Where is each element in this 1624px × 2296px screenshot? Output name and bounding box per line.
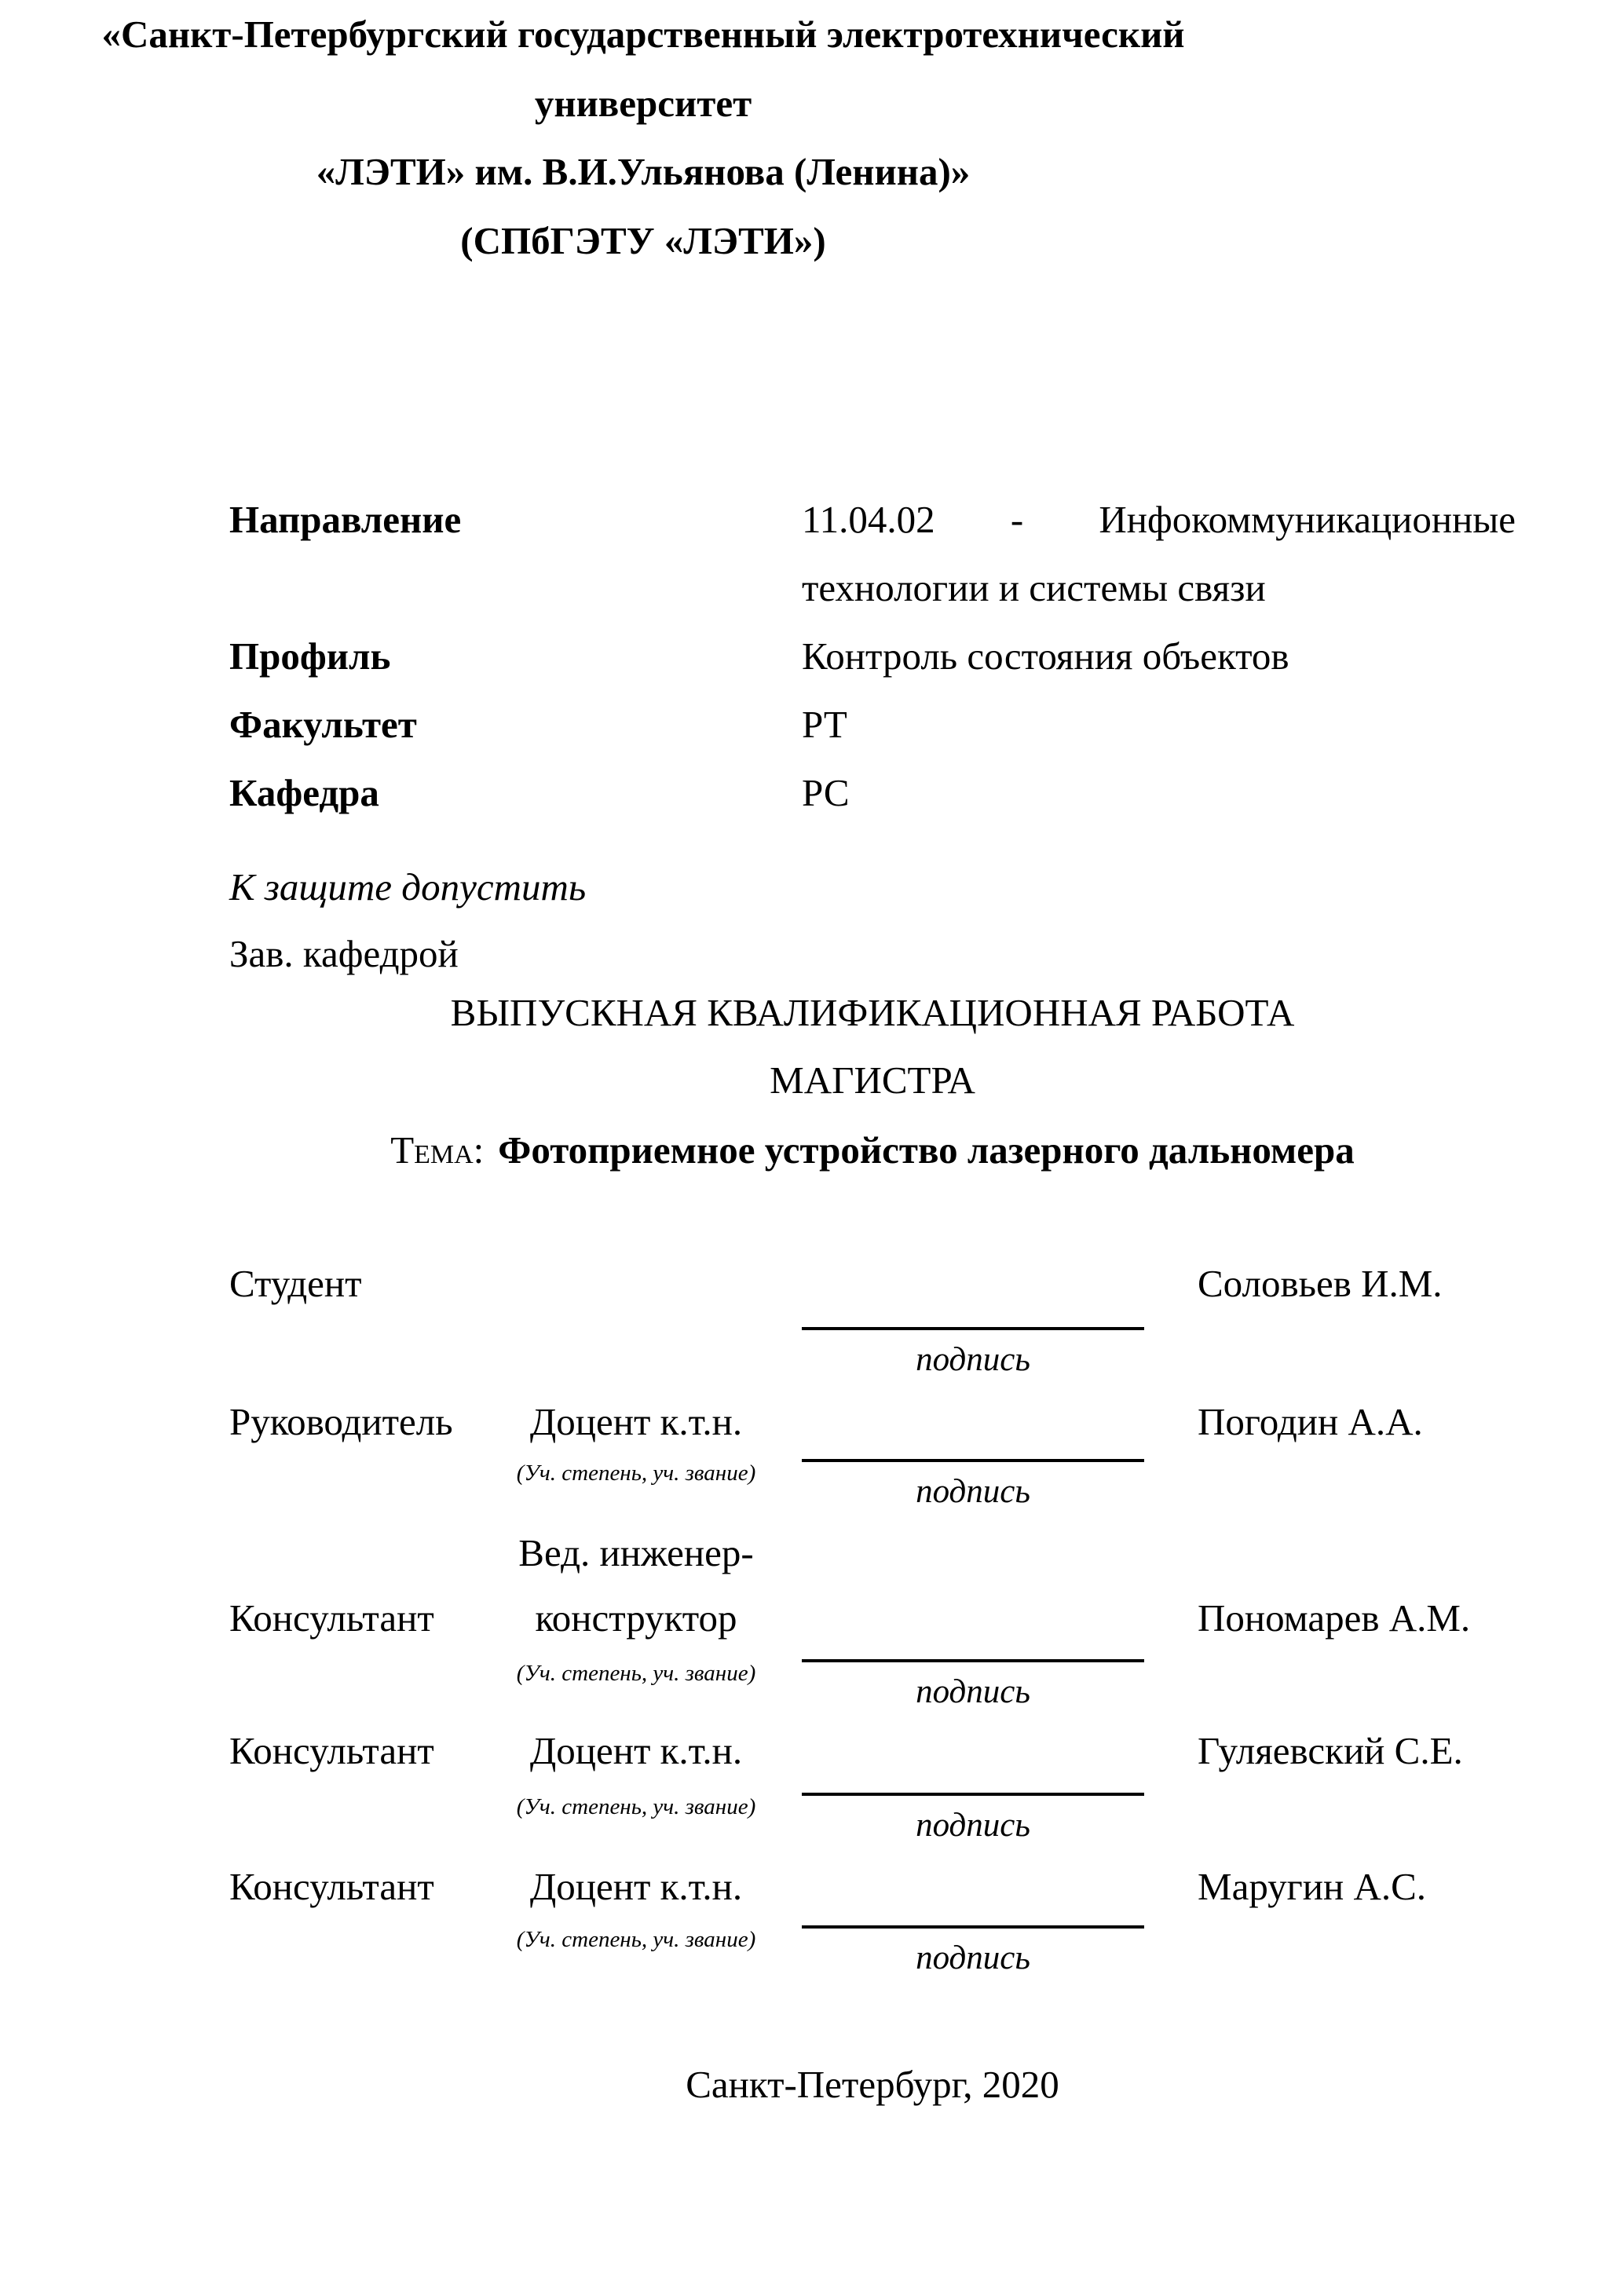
signature-line	[802, 1793, 1144, 1796]
profile-label: Профиль	[229, 634, 391, 678]
signature-caption: подпись	[916, 1940, 1030, 1976]
sig-degree-consultant3: Доцент к.т.н.	[529, 1865, 743, 1908]
faculty-label: Факультет	[229, 703, 417, 746]
sig-role-consultant2: Консультант	[229, 1729, 434, 1772]
university-header	[0, 0, 1286, 276]
sig-role-consultant1: Консультант	[229, 1596, 434, 1640]
sig-name-consultant1: Пономарев А.М.	[1198, 1596, 1471, 1640]
sig-role-supervisor: Руководитель	[229, 1400, 453, 1443]
signature-line	[802, 1659, 1144, 1662]
direction-label: Направление	[229, 498, 462, 541]
theme-title: Фотоприемное устройство лазерного дальномера	[498, 1128, 1355, 1172]
sig-degree-consultant1-line1: Вед. инженер-	[518, 1531, 754, 1574]
sig-degree-consultant1-line2: конструктор	[535, 1596, 737, 1640]
faculty-value: РТ	[802, 703, 847, 746]
university-header-line-2: университет	[534, 81, 752, 125]
signature-line	[802, 1327, 1144, 1330]
sig-name-supervisor: Погодин А.А.	[1198, 1400, 1423, 1443]
direction-value-line1: Инфокоммуникационные	[1099, 498, 1516, 541]
theme-row	[229, 1128, 1516, 1172]
department-label: Кафедра	[229, 771, 379, 814]
direction-code: 11.04.02	[802, 498, 935, 541]
signature-line	[802, 1925, 1144, 1929]
direction-dash: -	[1010, 498, 1024, 541]
city-year-footer: Санкт-Петербург, 2020	[686, 2063, 1059, 2106]
degree-hint: (Уч. степень, уч. звание)	[516, 1927, 756, 1952]
university-header-line-1: «Санкт-Петербургский государственный электротехнический	[101, 13, 1185, 56]
signature-caption: подпись	[916, 1473, 1030, 1510]
work-type-line-2: МАГИСТРА	[770, 1058, 975, 1102]
work-type-line-1: ВЫПУСКНАЯ КВАЛИФИКАЦИОННАЯ РАБОТА	[450, 991, 1295, 1034]
theme-label: Тема:	[390, 1128, 485, 1172]
sig-name-student: Соловьев И.М.	[1198, 1262, 1443, 1305]
sig-role-consultant3: Консультант	[229, 1865, 434, 1908]
sig-degree-consultant2: Доцент к.т.н.	[529, 1729, 743, 1772]
signature-caption: подпись	[916, 1341, 1030, 1378]
sig-degree-supervisor: Доцент к.т.н.	[529, 1400, 743, 1443]
signature-line	[802, 1459, 1144, 1462]
degree-hint: (Уч. степень, уч. звание)	[516, 1461, 756, 1486]
profile-value: Контроль состояния объектов	[802, 634, 1289, 678]
head-of-department-line: Зав. кафедрой	[229, 932, 459, 975]
department-value: РС	[802, 771, 850, 814]
signature-caption: подпись	[916, 1673, 1030, 1710]
sig-name-consultant3: Маругин А.С.	[1198, 1865, 1427, 1908]
direction-value-line2: технологии и системы связи	[802, 566, 1266, 609]
degree-hint: (Уч. степень, уч. звание)	[516, 1661, 756, 1686]
degree-hint: (Уч. степень, уч. звание)	[516, 1794, 756, 1819]
university-header-line-3: «ЛЭТИ» им. В.И.Ульянова (Ленина)»	[316, 150, 971, 194]
sig-role-student: Студент	[229, 1262, 362, 1305]
admission-line: К защите допустить	[229, 865, 587, 909]
sig-name-consultant2: Гуляевский С.Е.	[1198, 1729, 1463, 1772]
direction-value-row	[802, 498, 1516, 542]
university-header-line-4: (СПбГЭТУ «ЛЭТИ»)	[460, 219, 826, 263]
signature-caption: подпись	[916, 1807, 1030, 1844]
